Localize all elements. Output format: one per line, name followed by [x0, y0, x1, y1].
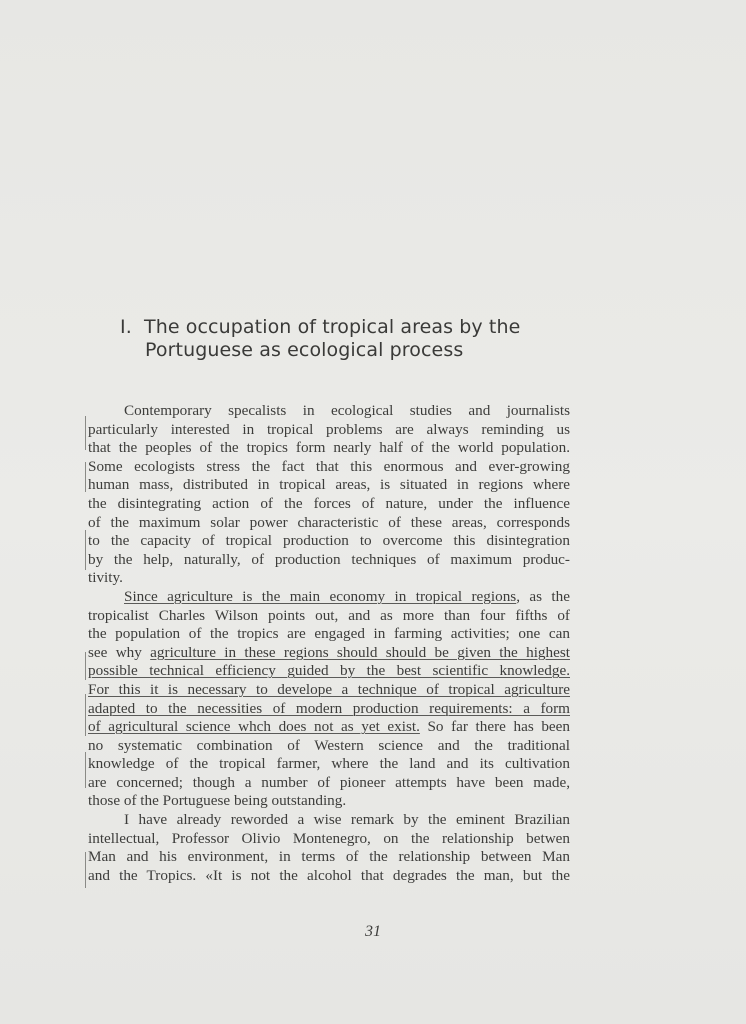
- text-line: human mass, distributed in tropical areas, is situated in regions where: [88, 476, 570, 494]
- paragraph-1: [88, 402, 570, 588]
- text-line: by the help, naturally, of production techniques of maximum produc-: [88, 550, 570, 568]
- underlined-text: adapted to the necessities of modern production requirements: a form: [88, 699, 570, 717]
- text-line: that the peoples of the tropics form nearly half of the world population.: [88, 439, 570, 457]
- text-line: see why agriculture in these regions should should be given the highest: [88, 643, 570, 661]
- underlined-text: possible technical efficiency guided by the best scientific knowledge.: [88, 662, 570, 680]
- underlined-text: of agricultural science whch does not as yet exist.: [88, 718, 420, 736]
- margin-pencil-mark: [85, 462, 86, 492]
- chapter-title-line-2: Portuguese as ecological process: [145, 339, 464, 361]
- text-line: no systematic combination of Western science and the traditional: [88, 736, 570, 754]
- text-line: to the capacity of tropical production to overcome this disintegration: [88, 532, 570, 550]
- underlined-text: Since agriculture is the main economy in tropical regions: [124, 587, 517, 605]
- margin-pencil-mark: [85, 416, 86, 450]
- text-line: Since agriculture is the main economy in tropical regions, as the: [124, 587, 570, 605]
- text-line: particularly interested in tropical problems are always reminding us: [88, 420, 570, 438]
- text-line: tivity.: [88, 569, 123, 587]
- text-line: and the Tropics. «It is not the alcohol that degrades the man, but the: [88, 866, 570, 884]
- margin-pencil-mark: [85, 852, 86, 888]
- text-line: those of the Portuguese being outstanding.: [88, 792, 347, 810]
- underlined-text: agriculture in these regions should should be given the highest: [150, 643, 570, 661]
- body-text: [88, 402, 570, 885]
- text-line: the population of the tropics are engaged in farming activities; one can: [88, 625, 570, 643]
- underlined-text: For this it is necessary to develope a technique of tropical agriculture: [88, 680, 570, 698]
- text-line: tropicalist Charles Wilson points out, and as more than four fifths of: [88, 606, 570, 624]
- margin-pencil-mark: [85, 752, 86, 788]
- margin-pencil-mark: [85, 694, 86, 736]
- margin-pencil-mark: [85, 530, 86, 570]
- page-number: 31: [365, 923, 381, 940]
- text-line: the disintegrating action of the forces of nature, under the influence: [88, 494, 570, 512]
- text-line: I have already reworded a wise remark by the eminent Brazilian: [124, 811, 570, 829]
- margin-pencil-mark: [85, 652, 86, 680]
- text-line: [88, 700, 570, 719]
- text-line: knowledge of the tropical farmer, where the land and its cultivation: [88, 755, 570, 773]
- text-line: intellectual, Professor Olivio Montenegro, on the relationship betwen: [88, 829, 570, 847]
- paragraph-3: [88, 811, 570, 885]
- text-line: are concerned; though a number of pioneer attempts have been made,: [88, 773, 570, 791]
- text-line: Contemporary specalists in ecological studies and journalists: [124, 402, 570, 419]
- chapter-title: [120, 316, 590, 362]
- text-line: Man and his environment, in terms of the relationship between Man: [88, 848, 570, 866]
- text-line: Some ecologists stress the fact that this enormous and ever-growing: [88, 457, 570, 475]
- text-line: of agricultural science whch does not as yet exist. So far there has been: [88, 718, 570, 736]
- text-line: [88, 681, 570, 700]
- chapter-number: I.: [120, 316, 132, 338]
- text-line: [88, 662, 570, 681]
- text-line: of the maximum solar power characteristic of these areas, corresponds: [88, 513, 570, 531]
- chapter-title-line-1: The occupation of tropical areas by the: [144, 316, 521, 338]
- paragraph-2: [88, 588, 570, 811]
